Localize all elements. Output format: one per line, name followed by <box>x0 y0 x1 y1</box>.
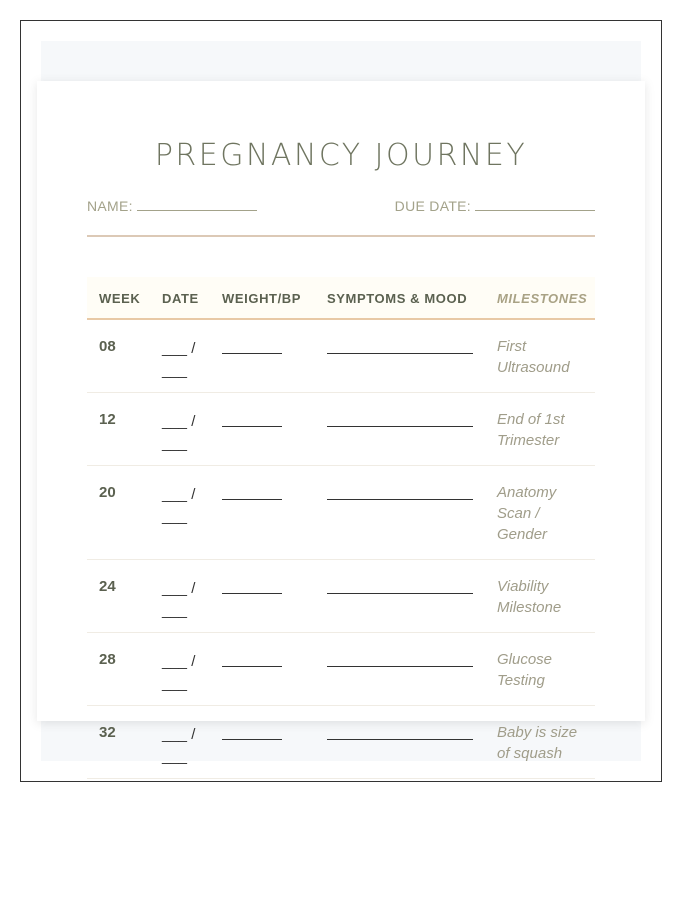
symptoms-blank[interactable] <box>327 593 473 594</box>
milestone-text: End of 1st Trimester <box>497 411 565 449</box>
table-body <box>87 320 595 820</box>
date-blank[interactable]: ___ / ___ <box>162 653 196 692</box>
name-blank[interactable] <box>137 199 257 211</box>
weight-bp-blank[interactable] <box>222 666 282 667</box>
page-title: PREGNANCY JOURNEY <box>154 138 528 173</box>
header-weight-bp: WEIGHT/BP <box>222 291 302 306</box>
milestone-text: Viability Milestone <box>497 578 562 616</box>
week-value: 24 <box>99 578 116 595</box>
symptoms-blank[interactable] <box>327 353 473 354</box>
week-value: 08 <box>99 338 116 355</box>
week-value: 28 <box>99 651 116 668</box>
date-blank[interactable]: ___ / ___ <box>162 580 196 619</box>
date-blank[interactable]: ___ / ___ <box>162 340 196 379</box>
week-value: 32 <box>99 724 116 741</box>
week-value: 20 <box>99 484 116 501</box>
table-row <box>87 560 595 633</box>
table-row <box>87 320 595 393</box>
week-value: 12 <box>99 411 116 428</box>
table-row <box>87 466 595 560</box>
milestone-text: First Ultrasound <box>497 338 570 376</box>
weight-bp-blank[interactable] <box>222 353 282 354</box>
table-row <box>87 393 595 466</box>
table-header <box>87 277 595 320</box>
milestone-text: Baby is size of squash <box>497 724 578 762</box>
name-label: NAME: <box>87 198 133 214</box>
symptoms-blank[interactable] <box>327 666 473 667</box>
weight-bp-blank[interactable] <box>222 739 282 740</box>
symptoms-blank[interactable] <box>327 426 473 427</box>
date-blank[interactable]: ___ / ___ <box>162 413 196 452</box>
milestone-text: Glucose Testing <box>497 651 553 689</box>
header-symptoms-mood: SYMPTOMS & MOOD <box>327 291 468 306</box>
date-blank[interactable]: ___ / ___ <box>162 726 196 765</box>
due-date-field[interactable] <box>395 198 595 214</box>
symptoms-blank[interactable] <box>327 499 473 500</box>
header-milestones: MILESTONES <box>497 291 588 306</box>
table-row <box>87 706 595 779</box>
header-week: WEEK <box>99 291 141 306</box>
weight-bp-blank[interactable] <box>222 593 282 594</box>
symptoms-blank[interactable] <box>327 739 473 740</box>
header-date: DATE <box>162 291 199 306</box>
date-blank[interactable]: ___ / ___ <box>162 486 196 525</box>
name-field[interactable] <box>87 198 257 214</box>
due-date-blank[interactable] <box>475 199 595 211</box>
weight-bp-blank[interactable] <box>222 499 282 500</box>
due-date-label: DUE DATE: <box>394 198 471 214</box>
milestone-text: Anatomy Scan / Gender <box>497 484 557 543</box>
table-row <box>87 633 595 706</box>
weight-bp-blank[interactable] <box>222 426 282 427</box>
header-divider <box>87 235 595 237</box>
